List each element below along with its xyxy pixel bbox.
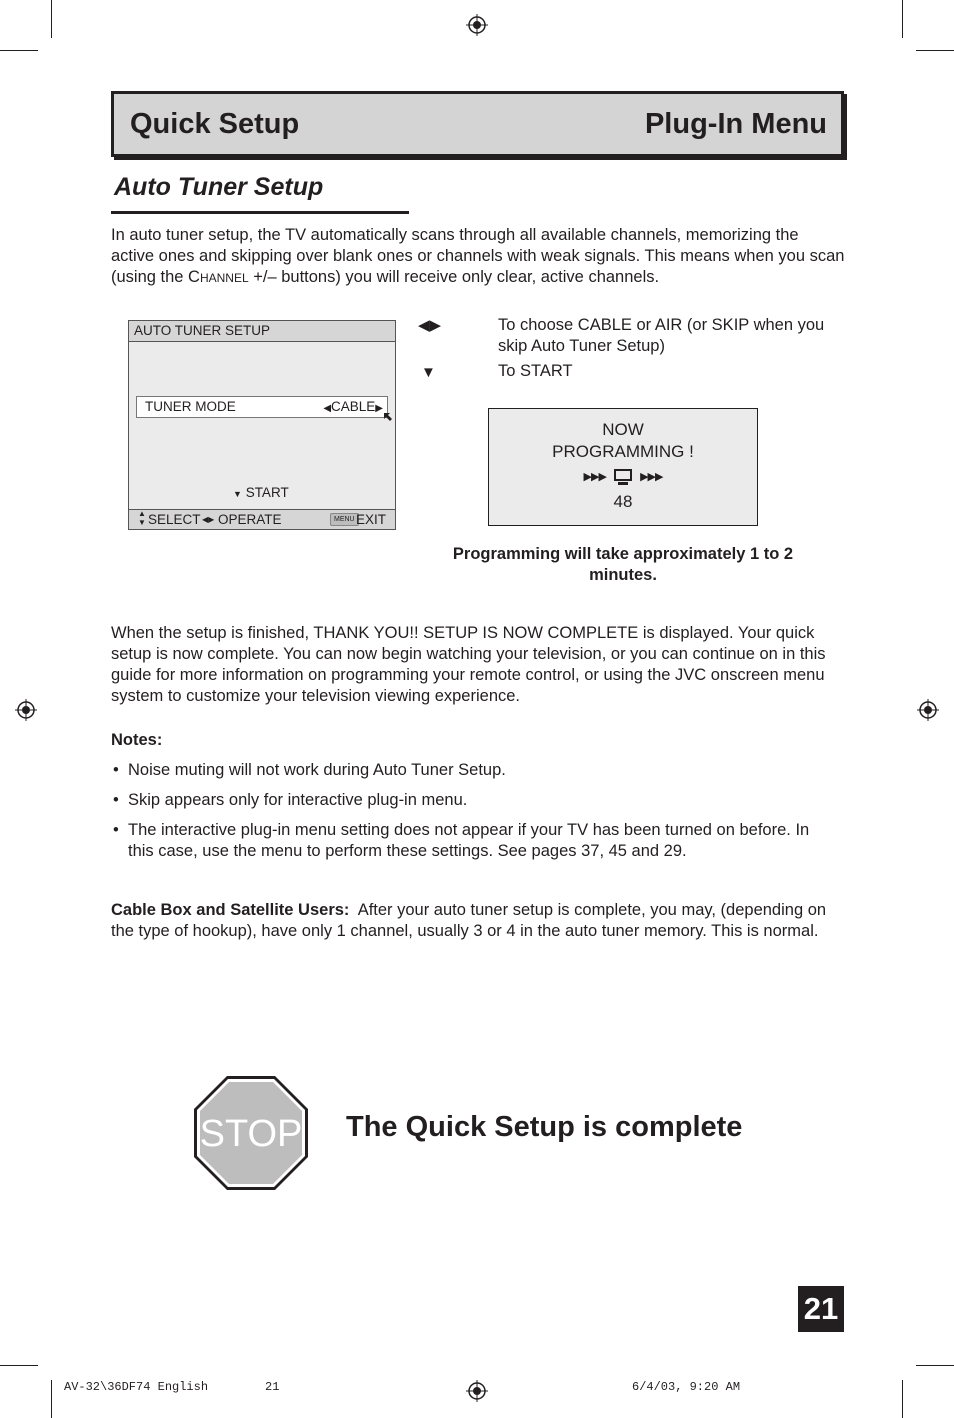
print-footer-file: AV-32\36DF74 English <box>64 1380 209 1394</box>
note-item <box>111 820 838 862</box>
registration-mark-icon <box>15 699 37 721</box>
stop-sign-label: STOP <box>199 1113 303 1155</box>
footer-operate: OPERATE <box>218 512 282 527</box>
progress-arrows-icon: ▶▶▶ <box>583 471 606 483</box>
notes-title: Notes: <box>111 731 163 749</box>
tv-menu-screen <box>128 320 396 530</box>
note-text: Noise muting will not work during Auto Tuner Setup. <box>128 761 506 779</box>
now-programming-screen <box>488 408 758 526</box>
down-triangle-icon: ▼ <box>233 489 242 499</box>
now-line: NOW <box>602 420 644 439</box>
menu-button-icon: MENU <box>330 513 359 526</box>
programming-line: PROGRAMMING ! <box>552 442 694 461</box>
tv-menu-title <box>129 321 395 342</box>
intro-text-start: In auto tuner setup, the TV automatically scans through all available channels, memorizing the active ones and skipping over blank ones or channels with weak signals. This means when you scan (using the <box>111 226 845 286</box>
instruction-key <box>421 362 436 383</box>
start-label: START <box>245 485 289 500</box>
bullet-icon: • <box>113 821 119 839</box>
channel-rest: hannel <box>199 268 249 286</box>
cable-box-paragraph <box>111 900 846 942</box>
crop-mark <box>0 1365 38 1366</box>
registration-mark-icon <box>466 14 488 36</box>
bullet-icon: • <box>113 761 119 779</box>
left-right-small-icon: ◀▶ <box>202 515 215 524</box>
crop-mark <box>0 50 38 51</box>
instruction-key <box>418 315 441 336</box>
note-item <box>111 790 838 811</box>
stop-sign-icon <box>193 1075 309 1191</box>
left-right-arrows-icon: ◀▶ <box>418 317 442 334</box>
tv-menu-footer <box>129 509 395 529</box>
crop-mark <box>51 0 52 38</box>
start-hint <box>233 485 289 500</box>
intro-paragraph <box>111 225 846 288</box>
page-header <box>111 91 844 157</box>
registration-mark-icon <box>917 699 939 721</box>
progress-arrows-icon: ▶▶▶ <box>640 471 663 483</box>
right-triangle-icon: ▶ <box>375 403 383 414</box>
header-left-title: Quick Setup <box>130 108 300 140</box>
programming-caption: Programming will take approximately 1 to 2 minutes. <box>452 545 794 584</box>
tuner-mode-label: TUNER MODE <box>145 399 236 414</box>
crop-mark <box>916 1365 954 1366</box>
progress-indicator <box>489 463 757 491</box>
cable-box-label: Cable Box and Satellite Users: <box>111 901 350 919</box>
footer-select: SELECT <box>148 512 201 527</box>
cable-box-text: After your auto tuner setup is complete, you may, (depending on the type of hookup), have only 1 channel, usually 3 or 4 in the auto tuner memory. This is normal. <box>111 901 827 940</box>
page-number: 21 <box>798 1286 844 1332</box>
bullet-icon: • <box>113 791 119 809</box>
header-right-title: Plug-In Menu <box>644 108 827 140</box>
print-footer-page: 21 <box>265 1380 280 1394</box>
crop-mark <box>902 0 903 38</box>
instruction-text: To choose CABLE or AIR (or SKIP when you skip Auto Tuner Setup) <box>498 316 825 355</box>
registration-mark-icon <box>466 1380 488 1402</box>
section-rule <box>111 211 409 214</box>
channel-number: 48 <box>613 492 633 511</box>
section-title: Auto Tuner Setup <box>114 173 324 201</box>
instruction-text: To START <box>498 362 573 380</box>
footer-exit: EXIT <box>356 512 387 527</box>
down-arrow-icon: ▼ <box>421 364 436 381</box>
intro-text-end: +/– buttons) you will receive only clear, active channels. <box>248 268 660 286</box>
tv-icon <box>613 468 633 486</box>
tv-menu-title-text: AUTO TUNER SETUP <box>134 323 271 338</box>
note-text: Skip appears only for interactive plug-in menu. <box>128 791 468 809</box>
cursor-arrow-icon <box>383 412 393 422</box>
note-item <box>111 760 838 781</box>
crop-mark <box>916 50 954 51</box>
channel-initial: C <box>188 268 200 286</box>
tuner-mode-row <box>136 396 388 418</box>
note-text: The interactive plug-in menu setting does not appear if your TV has been turned on before. In this case, use the menu to perform these settings. See pages 37, 45 and 29. <box>128 821 810 860</box>
crop-mark <box>902 1380 903 1418</box>
quick-setup-complete-heading: The Quick Setup is complete <box>346 1111 743 1143</box>
print-footer-timestamp: 6/4/03, 9:20 AM <box>632 1380 741 1394</box>
tuner-mode-value: CABLE <box>331 399 376 414</box>
up-down-icon: ▲ ▼ <box>138 509 146 527</box>
completion-paragraph: When the setup is finished, THANK YOU!! SETUP IS NOW COMPLETE is displayed. Your quick setup is now complete. You can now begin watching your television, or you can continue on in this guide for more information on programming your remote control, or using the JVC onscreen menu system to customize your television viewing experience. <box>111 624 826 705</box>
tuner-mode-value-group <box>323 397 383 419</box>
left-triangle-icon: ◀ <box>323 403 332 414</box>
crop-mark <box>51 1380 52 1418</box>
